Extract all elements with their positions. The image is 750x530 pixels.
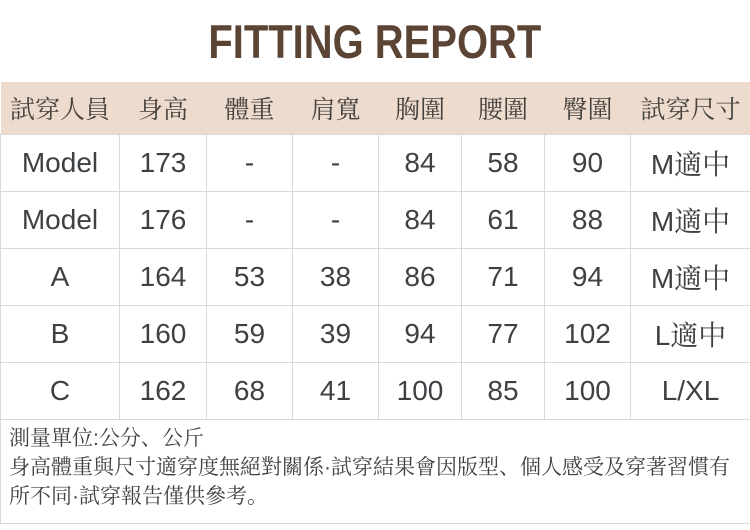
cell-weight: 68 bbox=[207, 363, 293, 420]
header-cell-waist: 腰圍 bbox=[462, 82, 545, 135]
cell-hip: 94 bbox=[545, 249, 631, 306]
cell-height: 160 bbox=[120, 306, 207, 363]
cell-bust: 86 bbox=[379, 249, 462, 306]
cell-weight: 59 bbox=[207, 306, 293, 363]
cell-height: 164 bbox=[120, 249, 207, 306]
header-cell-bust: 胸圍 bbox=[379, 82, 462, 135]
header-cell-tester: 試穿人員 bbox=[1, 82, 120, 135]
header-cell-hip: 臀圍 bbox=[545, 82, 631, 135]
cell-height: 162 bbox=[120, 363, 207, 420]
page-title: FITTING REPORT bbox=[208, 14, 542, 68]
cell-size: M適中 bbox=[631, 135, 750, 192]
cell-shoulder: 38 bbox=[293, 249, 379, 306]
cell-hip: 102 bbox=[545, 306, 631, 363]
fitting-table bbox=[0, 82, 750, 524]
table-row bbox=[1, 192, 750, 249]
cell-hip: 88 bbox=[545, 192, 631, 249]
table-row bbox=[1, 135, 750, 192]
cell-weight: - bbox=[207, 135, 293, 192]
cell-waist: 85 bbox=[462, 363, 545, 420]
cell-tester: A bbox=[1, 249, 120, 306]
cell-tester: B bbox=[1, 306, 120, 363]
cell-height: 173 bbox=[120, 135, 207, 192]
cell-height: 176 bbox=[120, 192, 207, 249]
cell-shoulder: - bbox=[293, 192, 379, 249]
table-row bbox=[1, 363, 750, 420]
cell-size: L適中 bbox=[631, 306, 750, 363]
cell-shoulder: - bbox=[293, 135, 379, 192]
cell-size: L/XL bbox=[631, 363, 750, 420]
cell-tester: C bbox=[1, 363, 120, 420]
cell-size: M適中 bbox=[631, 192, 750, 249]
cell-weight: - bbox=[207, 192, 293, 249]
cell-weight: 53 bbox=[207, 249, 293, 306]
report-header bbox=[0, 0, 750, 82]
table-row bbox=[1, 249, 750, 306]
header-cell-size: 試穿尺寸 bbox=[631, 82, 750, 135]
table-header-row bbox=[1, 82, 750, 135]
cell-waist: 61 bbox=[462, 192, 545, 249]
header-cell-weight: 體重 bbox=[207, 82, 293, 135]
cell-tester: Model bbox=[1, 192, 120, 249]
cell-bust: 100 bbox=[379, 363, 462, 420]
cell-shoulder: 39 bbox=[293, 306, 379, 363]
footer-notes bbox=[1, 420, 750, 524]
footer-note-disclaimer: 身高體重與尺寸適穿度無絕對關係·試穿結果會因版型、個人感受及穿著習慣有所不同·試穿報告僅供參考。 bbox=[9, 456, 730, 508]
table-footer-row bbox=[1, 420, 750, 524]
cell-shoulder: 41 bbox=[293, 363, 379, 420]
cell-hip: 90 bbox=[545, 135, 631, 192]
cell-waist: 58 bbox=[462, 135, 545, 192]
header-cell-shoulder: 肩寬 bbox=[293, 82, 379, 135]
cell-bust: 94 bbox=[379, 306, 462, 363]
footer-note-units: 測量單位:公分、公斤 bbox=[9, 427, 204, 450]
cell-hip: 100 bbox=[545, 363, 631, 420]
header-cell-height: 身高 bbox=[120, 82, 207, 135]
cell-tester: Model bbox=[1, 135, 120, 192]
cell-waist: 71 bbox=[462, 249, 545, 306]
table-row bbox=[1, 306, 750, 363]
cell-size: M適中 bbox=[631, 249, 750, 306]
cell-bust: 84 bbox=[379, 192, 462, 249]
cell-waist: 77 bbox=[462, 306, 545, 363]
cell-bust: 84 bbox=[379, 135, 462, 192]
